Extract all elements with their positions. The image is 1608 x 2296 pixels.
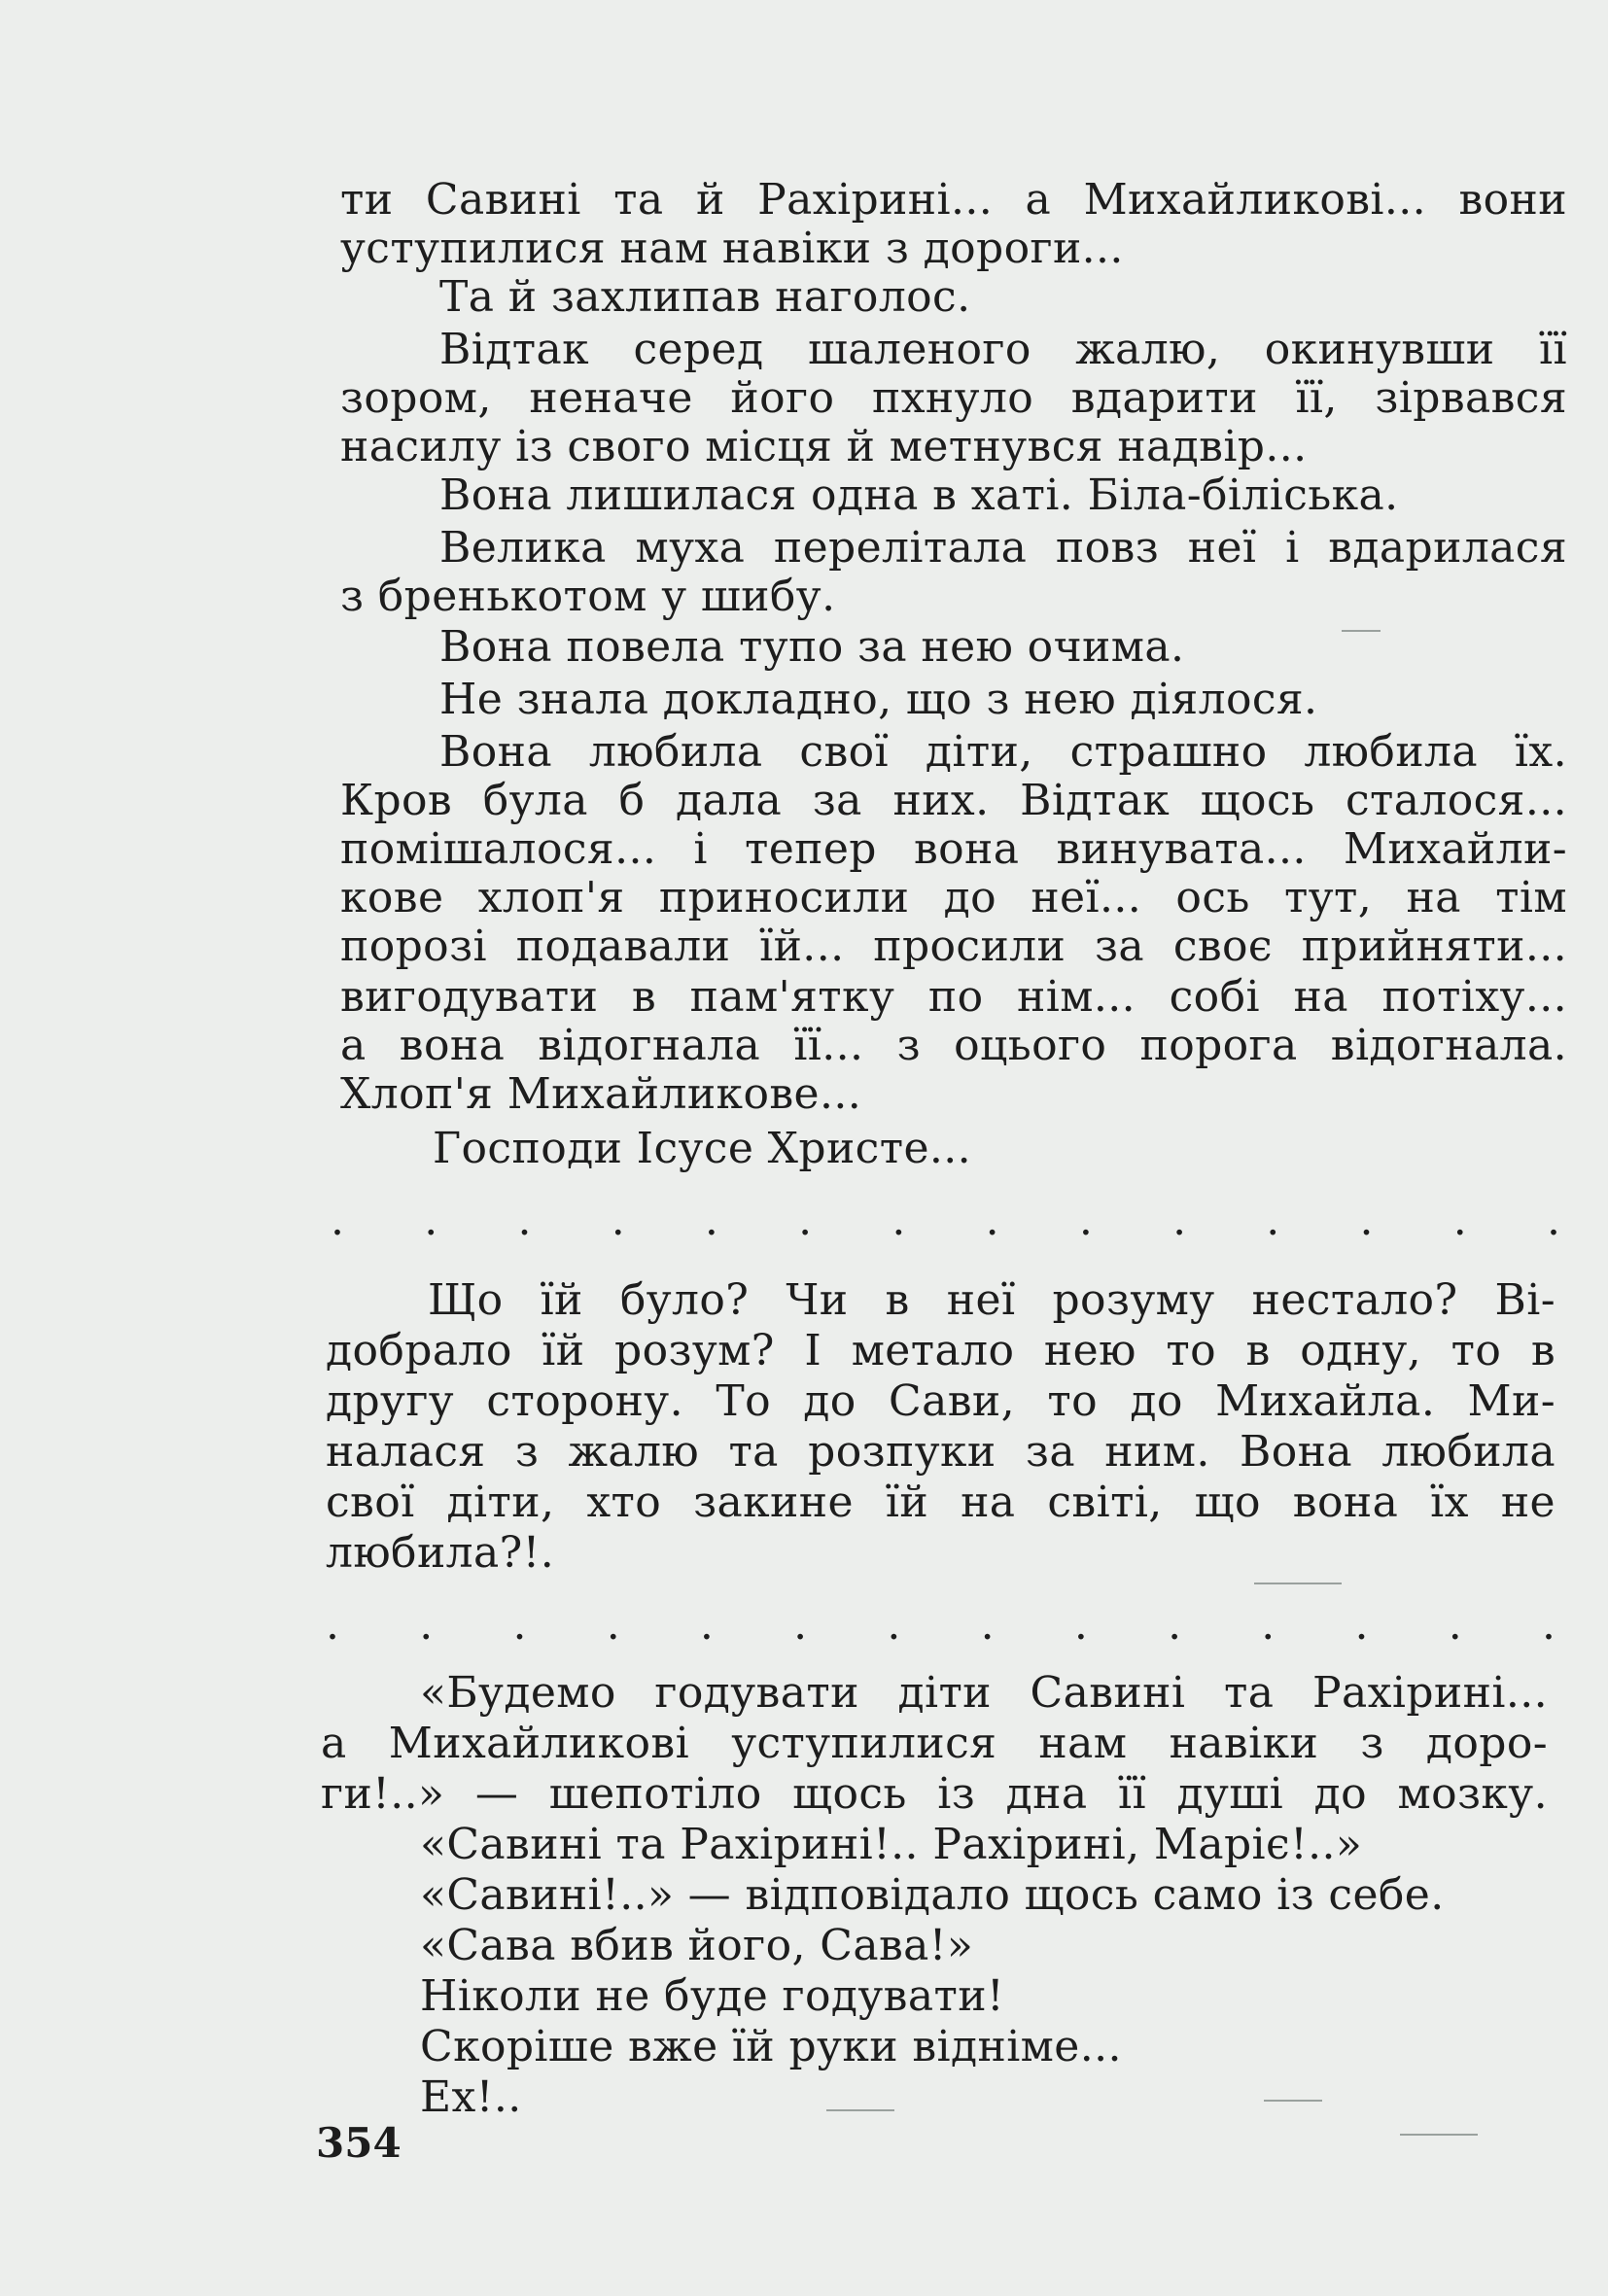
text-line: любила?!. (326, 1528, 555, 1578)
text-line: кове хлоп'я приносили до неї... ось тут, на тім (340, 873, 1567, 922)
scan-speck (1264, 2100, 1322, 2102)
text-line: Вона повела тупо за нею очима. (439, 622, 1185, 672)
text-line: уступилися нам навіки з дороги... (340, 224, 1124, 273)
text-line: Вона любила свої діти, страшно любила їх. (439, 727, 1567, 777)
scan-speck (826, 2109, 894, 2111)
text-line: «Савині!..» — відповідало щось само із себе. (420, 1870, 1445, 1920)
page-number: 354 (316, 2119, 402, 2167)
text-line: а Михайликові уступилися нам навіки з доро- (321, 1719, 1548, 1768)
text-line: Господи Ісусе Христе... (433, 1124, 972, 1173)
text-line: помішалося... і тепер вона винувата... Михайли- (340, 824, 1567, 874)
text-line: зором, неначе його пхнуло вдарити її, зірвався (340, 373, 1567, 423)
text-line: Ніколи не буде годувати! (420, 1971, 1005, 2021)
text-line: Хлоп'я Михайликове... (340, 1069, 862, 1119)
section-separator: . . . . . . . . . . . . . . (326, 1600, 1556, 1650)
text-line: добрало їй розум? І метало нею то в одну, то в (326, 1326, 1556, 1375)
text-line: вигодувати в пам'ятку по нім... собі на потіху... (340, 972, 1567, 1022)
text-line: «Будемо годувати діти Савині та Рахірині... (420, 1668, 1548, 1718)
text-line: а вона відогнала її... з оцього порога відогнала. (340, 1021, 1567, 1070)
scan-speck (1342, 630, 1381, 632)
text-line: Вона лишилася одна в хаті. Біла-біліська. (439, 470, 1399, 520)
text-line: Не знала докладно, що з нею діялося. (439, 675, 1318, 724)
scan-speck (1254, 1583, 1342, 1584)
text-line: Кров була б дала за них. Відтак щось сталося... (340, 776, 1567, 825)
scan-speck (1400, 2134, 1478, 2136)
text-line: насилу із свого місця й метнувся надвір... (340, 422, 1308, 471)
text-line: другу сторону. То до Сави, то до Михайла. Ми- (326, 1376, 1556, 1426)
text-line: ги!..» — шепотіло щось із дна її душі до мозку. (321, 1769, 1548, 1819)
text-line: Ех!.. (420, 2072, 522, 2122)
text-line: Скоріше вже їй руки відніме... (420, 2022, 1122, 2071)
text-line: з бренькотом у шибу. (340, 572, 836, 621)
text-line: Велика муха перелітала повз неї і вдарилася (439, 523, 1567, 573)
text-line: Що їй було? Чи в неї розуму нестало? Ві- (428, 1275, 1556, 1325)
section-separator: . . . . . . . . . . . . . . (331, 1196, 1560, 1245)
text-line: Відтак серед шаленого жалю, окинувши її (439, 325, 1567, 374)
text-line: свої діти, хто закине їй на світі, що вона їх не (326, 1478, 1556, 1527)
text-line: Та й захлипав наголос. (439, 272, 971, 322)
text-line: порозі подавали їй... просили за своє прийняти... (340, 922, 1567, 971)
text-line: ти Савині та й Рахірині... а Михайликові... вони (340, 175, 1567, 225)
text-line: «Сава вбив його, Сава!» (420, 1921, 974, 1970)
text-line: налася з жалю та розпуки за ним. Вона любила (326, 1427, 1556, 1477)
text-line: «Савині та Рахірині!.. Рахірині, Маріє!..» (420, 1820, 1363, 1869)
